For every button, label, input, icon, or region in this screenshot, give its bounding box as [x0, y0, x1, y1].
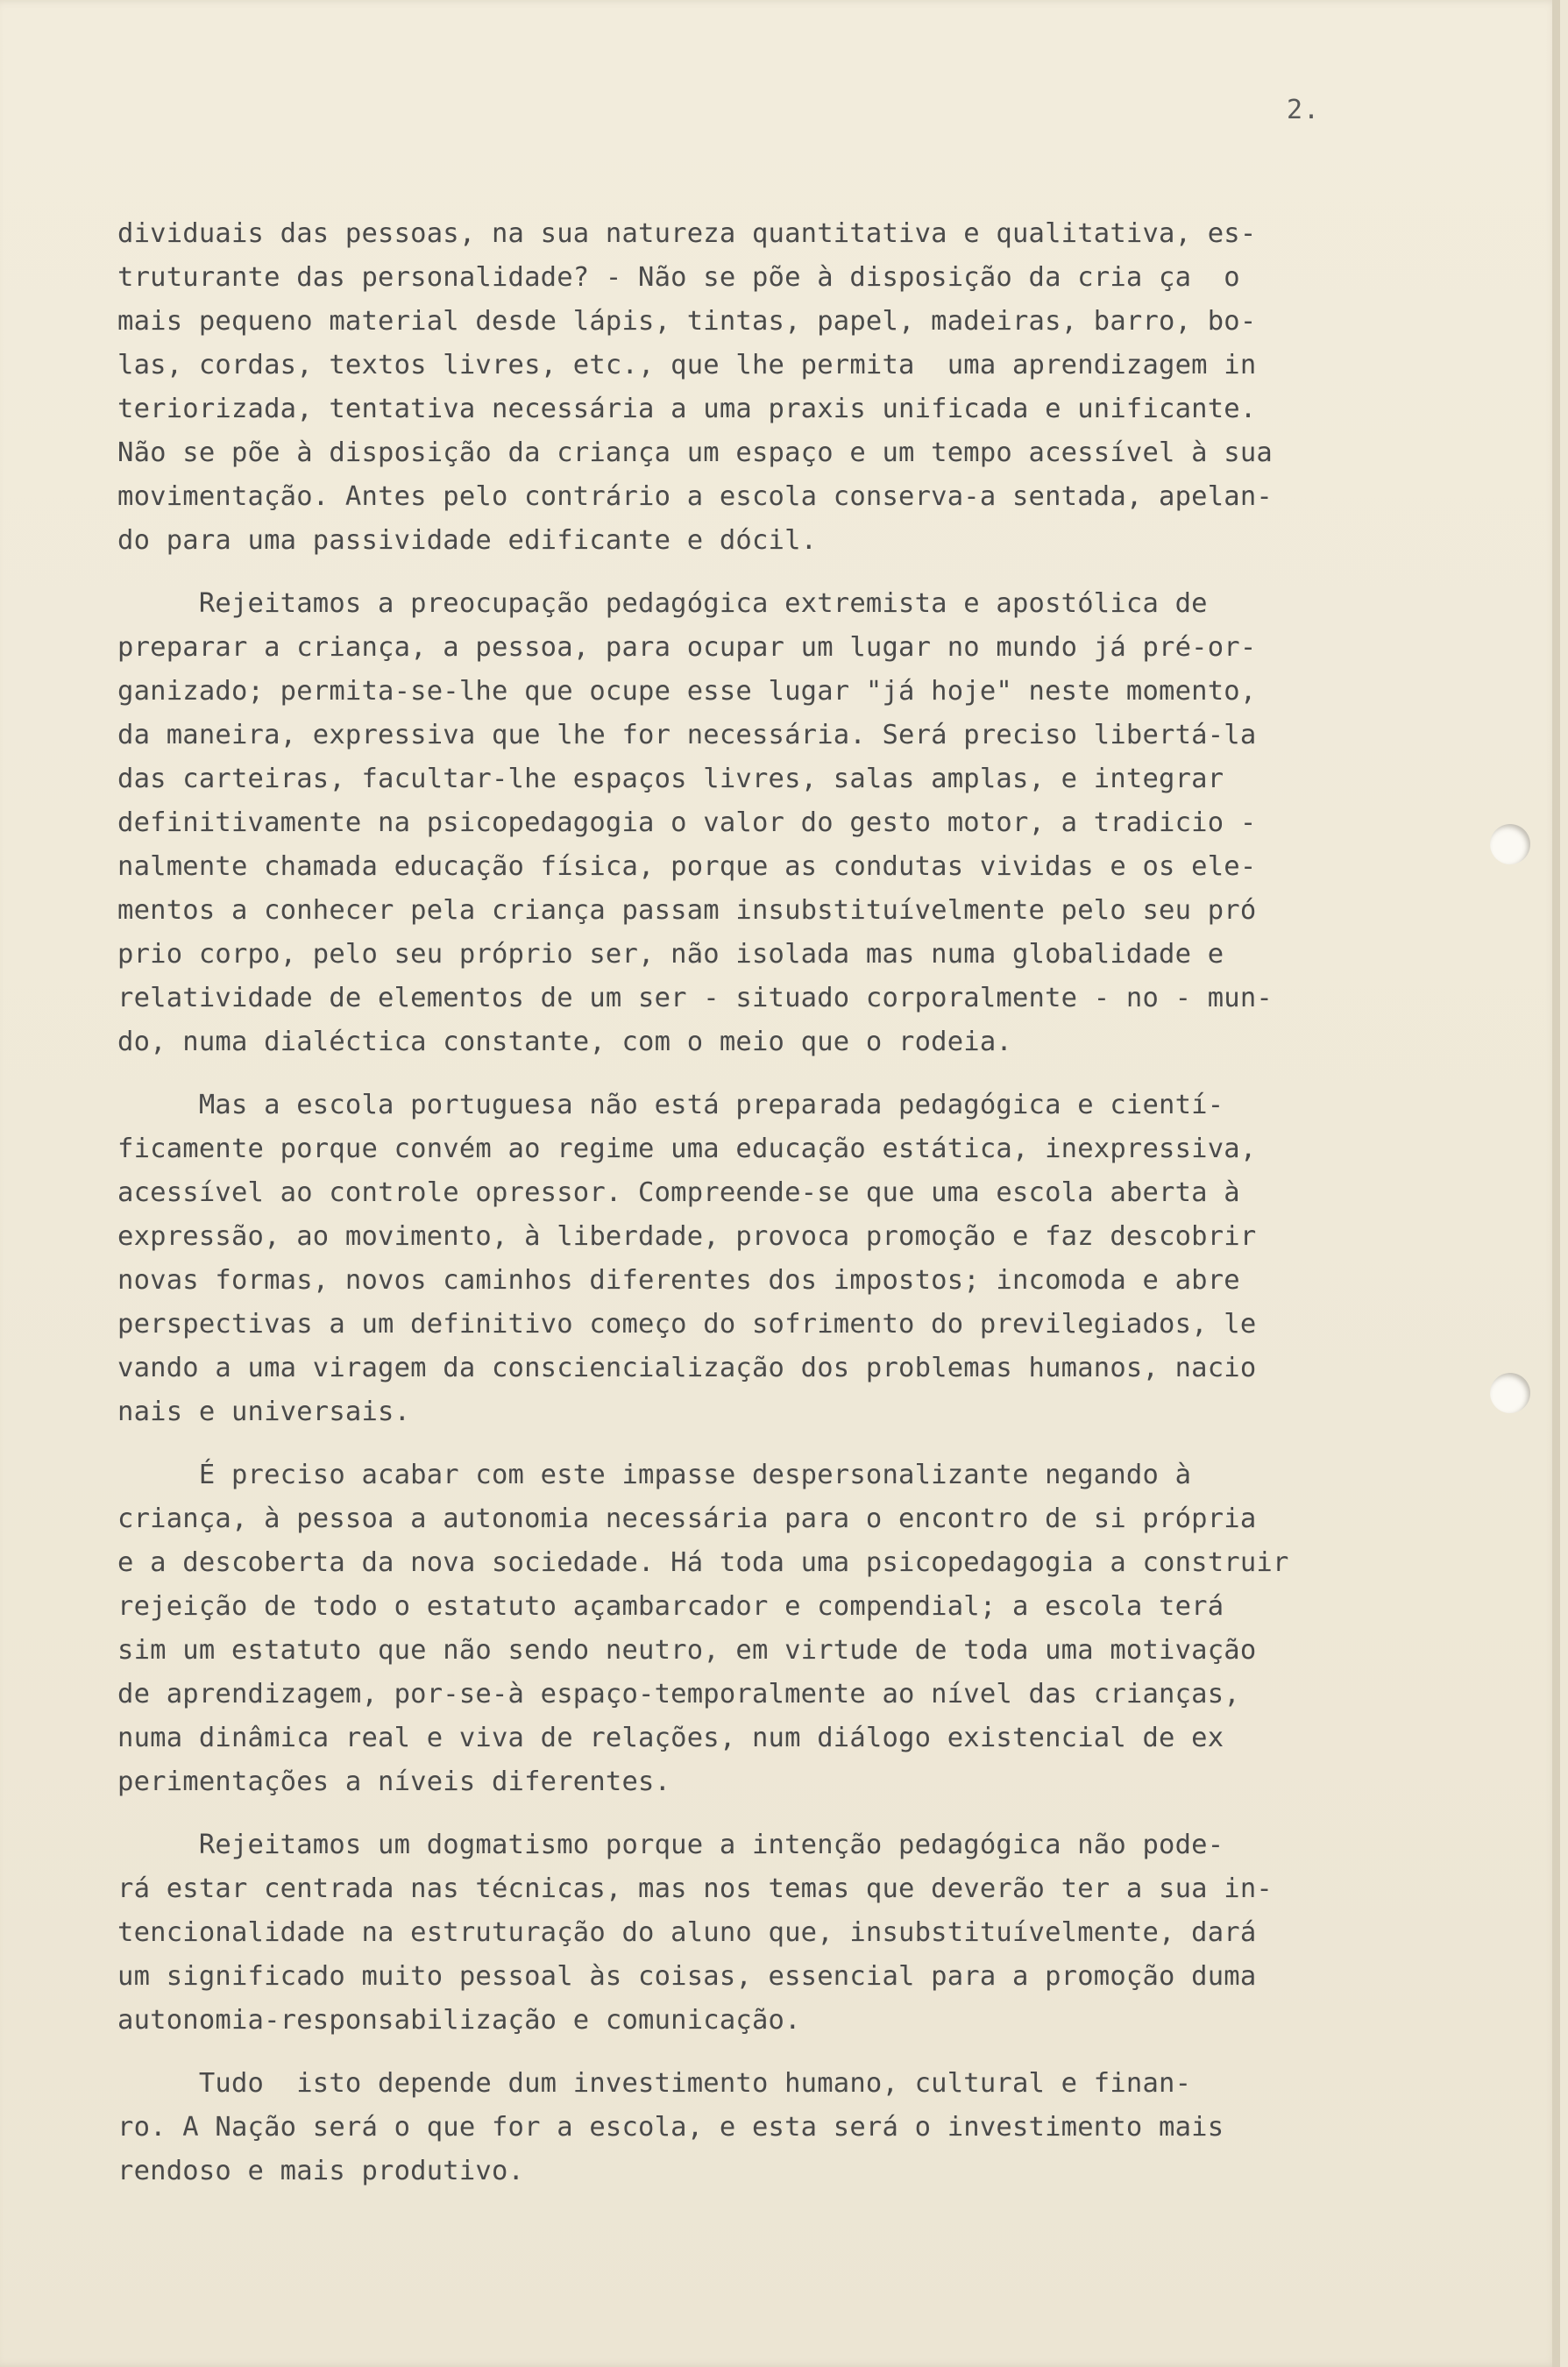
text-line: Não se põe à disposição da criança um espaço e um tempo acessível à sua	[117, 437, 1273, 468]
text-line: um significado muito pessoal às coisas, essencial para a promoção duma	[117, 1961, 1257, 1992]
text-line: sim um estatuto que não sendo neutro, em virtude de toda uma motivação	[117, 1635, 1257, 1666]
text-line: É preciso acabar com este impasse despersonalizante negando à	[117, 1460, 1192, 1490]
text-line: Rejeitamos a preocupação pedagógica extremista e apostólica de	[117, 588, 1208, 619]
paper-edge	[1552, 0, 1560, 2367]
text-line: vando a uma viragem da consciencialização dos problemas humanos, nacio	[117, 1353, 1257, 1383]
text-line: nalmente chamada educação física, porque as condutas vividas e os ele-	[117, 851, 1257, 882]
text-line: numa dinâmica real e viva de relações, num diálogo existencial de ex	[117, 1723, 1224, 1753]
paragraph-3	[117, 1084, 1415, 1434]
paragraph-2	[117, 582, 1415, 1064]
paragraph-4	[117, 1454, 1415, 1804]
text-line: de aprendizagem, por-se-à espaço-temporalmente ao nível das crianças,	[117, 1679, 1240, 1710]
text-line: criança, à pessoa a autonomia necessária para o encontro de si própria	[117, 1503, 1257, 1534]
text-line: relatividade de elementos de um ser - situado corporalmente - no - mun-	[117, 983, 1273, 1013]
text-line: definitivamente na psicopedagogia o valor do gesto motor, a tradicio -	[117, 807, 1257, 838]
text-line: prio corpo, pelo seu próprio ser, não isolada mas numa globalidade e	[117, 939, 1224, 970]
text-line: do para uma passividade edificante e dócil.	[117, 525, 818, 556]
page-number: 2.	[1287, 95, 1321, 125]
text-line: do, numa dialéctica constante, com o meio que o rodeia.	[117, 1027, 1012, 1057]
punch-hole	[1490, 1373, 1530, 1413]
text-line: ro. A Nação será o que for a escola, e esta será o investimento mais	[117, 2112, 1224, 2143]
text-line: teriorizada, tentativa necessária a uma praxis unificada e unificante.	[117, 394, 1257, 424]
text-line: expressão, ao movimento, à liberdade, provoca promoção e faz descobrir	[117, 1221, 1257, 1252]
text-line: mentos a conhecer pela criança passam insubstituívelmente pelo seu pró	[117, 895, 1257, 926]
text-line: Rejeitamos um dogmatismo porque a intenção pedagógica não pode-	[117, 1830, 1224, 1860]
text-line: perspectivas a um definitivo começo do sofrimento do previlegiados, le	[117, 1309, 1257, 1340]
text-line: acessível ao controle opressor. Compreende-se que uma escola aberta à	[117, 1177, 1240, 1208]
text-line: Tudo isto depende dum investimento humano, cultural e finan-	[117, 2068, 1192, 2099]
paragraph-5	[117, 1823, 1415, 2043]
text-line: rejeição de todo o estatuto açambarcador e compendial; a escola terá	[117, 1591, 1224, 1622]
paragraph-1	[117, 212, 1415, 563]
text-line: ficamente porque convém ao regime uma educação estática, inexpressiva,	[117, 1134, 1257, 1164]
text-line: novas formas, novos caminhos diferentes dos impostos; incomoda e abre	[117, 1265, 1240, 1296]
text-line: las, cordas, textos livres, etc., que lhe permita uma aprendizagem in	[117, 350, 1257, 380]
text-line: Mas a escola portuguesa não está preparada pedagógica e cientí-	[117, 1090, 1224, 1120]
paragraph-6	[117, 2062, 1415, 2193]
text-line: rendoso e mais produtivo.	[117, 2156, 525, 2186]
text-line: movimentação. Antes pelo contrário a escola conserva-a sentada, apelan-	[117, 481, 1273, 512]
text-line: nais e universais.	[117, 1397, 411, 1427]
text-line: dividuais das pessoas, na sua natureza quantitativa e qualitativa, es-	[117, 218, 1257, 249]
text-line: mais pequeno material desde lápis, tintas, papel, madeiras, barro, bo-	[117, 306, 1257, 337]
text-line: rá estar centrada nas técnicas, mas nos temas que deverão ter a sua in-	[117, 1873, 1273, 1904]
text-line: preparar a criança, a pessoa, para ocupar um lugar no mundo já pré-or-	[117, 632, 1257, 663]
text-line: da maneira, expressiva que lhe for necessária. Será preciso libertá-la	[117, 720, 1257, 750]
text-line: das carteiras, facultar-lhe espaços livres, salas amplas, e integrar	[117, 764, 1224, 794]
text-line: e a descoberta da nova sociedade. Há toda uma psicopedagogia a construir	[117, 1547, 1289, 1578]
body-text	[117, 212, 1415, 2213]
punch-hole	[1490, 824, 1530, 864]
text-line: ganizado; permita-se-lhe que ocupe esse lugar "já hoje" neste momento,	[117, 676, 1257, 707]
text-line: perimentações a níveis diferentes.	[117, 1766, 671, 1797]
text-line: tencionalidade na estruturação do aluno que, insubstituívelmente, dará	[117, 1917, 1257, 1948]
text-line: truturante das personalidade? - Não se põe à disposição da cria ça o	[117, 262, 1240, 293]
text-line: autonomia-responsabilização e comunicação.	[117, 2005, 801, 2036]
